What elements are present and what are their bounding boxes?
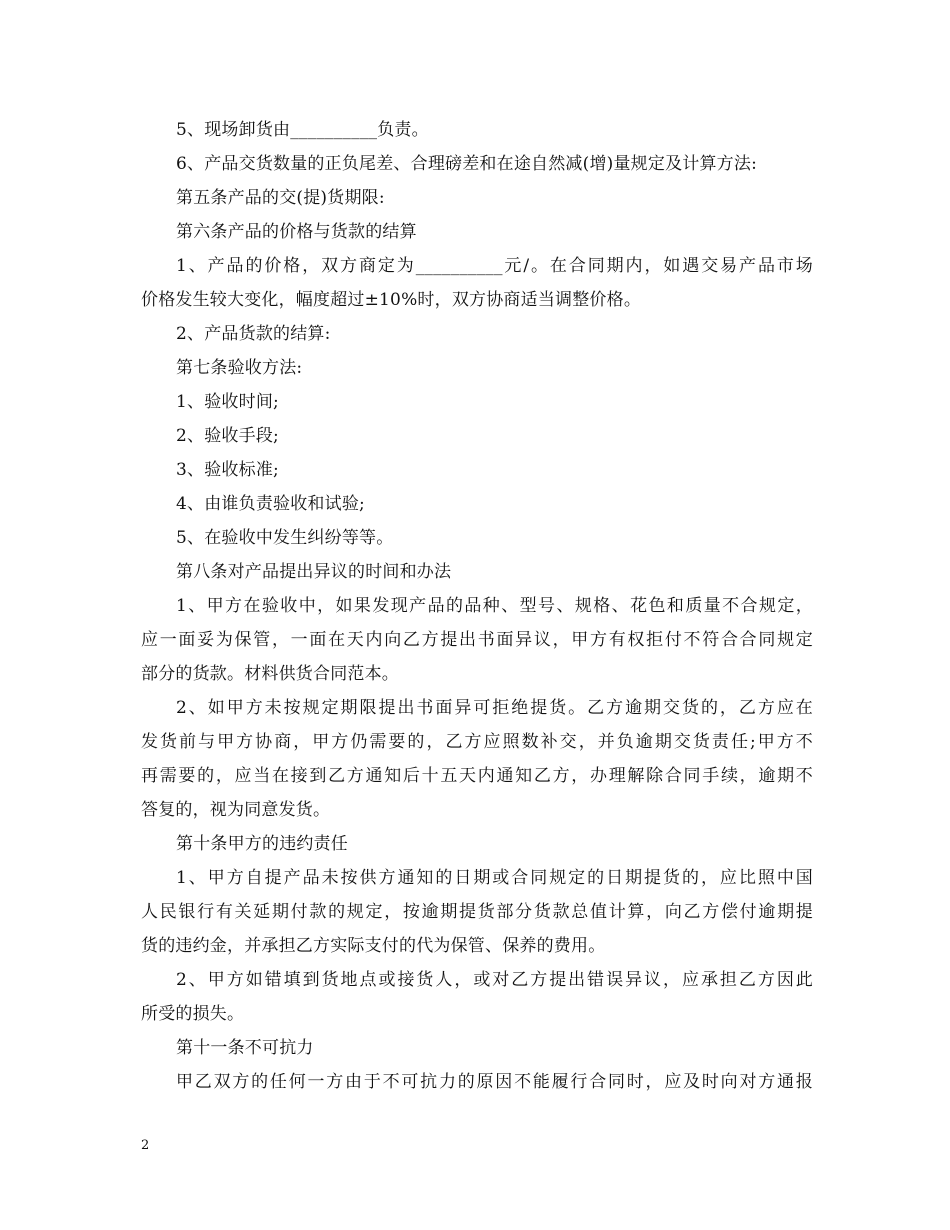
text-line: 2、如甲方未按规定期限提出书面异可拒绝提货。乙方逾期交货的，乙方应在 xyxy=(176,698,813,718)
text-line: 2、甲方如错填到货地点或接货人，或对乙方提出错误异议，应承担乙方因此 xyxy=(176,970,813,990)
list-item: 1、验收时间; xyxy=(176,392,279,412)
section-heading: 第六条产品的价格与货款的结算 xyxy=(176,222,417,242)
list-item: 5、在验收中发生纠纷等等。 xyxy=(176,528,394,548)
section-heading: 第八条对产品提出异议的时间和办法 xyxy=(176,562,452,582)
list-item: 2、验收手段; xyxy=(176,426,279,446)
list-item: 4、由谁负责验收和试验; xyxy=(176,494,365,514)
text-line: 再需要的，应当在接到乙方通知后十五天内通知乙方，办理解除合同手续，逾期不 xyxy=(141,766,813,786)
text-line: 1、甲方自提产品未按供方通知的日期或合同规定的日期提货的，应比照中国 xyxy=(176,868,813,888)
text-line: 5、现场卸货由__________负责。 xyxy=(176,120,429,140)
section-heading: 第七条验收方法: xyxy=(176,358,303,378)
text-line: 发货前与甲方协商，甲方仍需要的，乙方应照数补交，并负逾期交货责任;甲方不 xyxy=(141,732,813,752)
text-line: 价格发生较大变化，幅度超过±10%时，双方协商适当调整价格。 xyxy=(141,290,642,310)
text-line: 2、产品货款的结算: xyxy=(176,324,331,344)
text-line: 货的违约金，并承担乙方实际支付的代为保管、保养的费用。 xyxy=(141,936,606,956)
text-line: 所受的损失。 xyxy=(141,1004,245,1024)
section-heading: 第五条产品的交(提)货期限: xyxy=(176,188,385,208)
list-item: 3、验收标准; xyxy=(176,460,279,480)
text-line: 甲乙双方的任何一方由于不可抗力的原因不能履行合同时，应及时向对方通报 xyxy=(176,1072,813,1092)
text-line: 人民银行有关延期付款的规定，按逾期提货部分货款总值计算，向乙方偿付逾期提 xyxy=(141,902,813,922)
text-line: 部分的货款。材料供货合同范本。 xyxy=(141,664,399,684)
document-body xyxy=(141,113,813,1099)
text-line: 1、产品的价格，双方商定为__________元/。在合同期内，如遇交易产品市场 xyxy=(176,256,813,276)
text-line: 6、产品交货数量的正负尾差、合理磅差和在途自然减(增)量规定及计算方法: xyxy=(176,154,758,174)
page-number: 2 xyxy=(141,1138,150,1153)
text-line: 应一面妥为保管，一面在天内向乙方提出书面异议，甲方有权拒付不符合合同规定 xyxy=(141,630,813,650)
text-line: 1、甲方在验收中，如果发现产品的品种、型号、规格、花色和质量不合规定， xyxy=(176,596,813,616)
text-line: 答复的，视为同意发货。 xyxy=(141,800,331,820)
section-heading: 第十条甲方的违约责任 xyxy=(176,834,348,854)
section-heading: 第十一条不可抗力 xyxy=(176,1038,314,1058)
